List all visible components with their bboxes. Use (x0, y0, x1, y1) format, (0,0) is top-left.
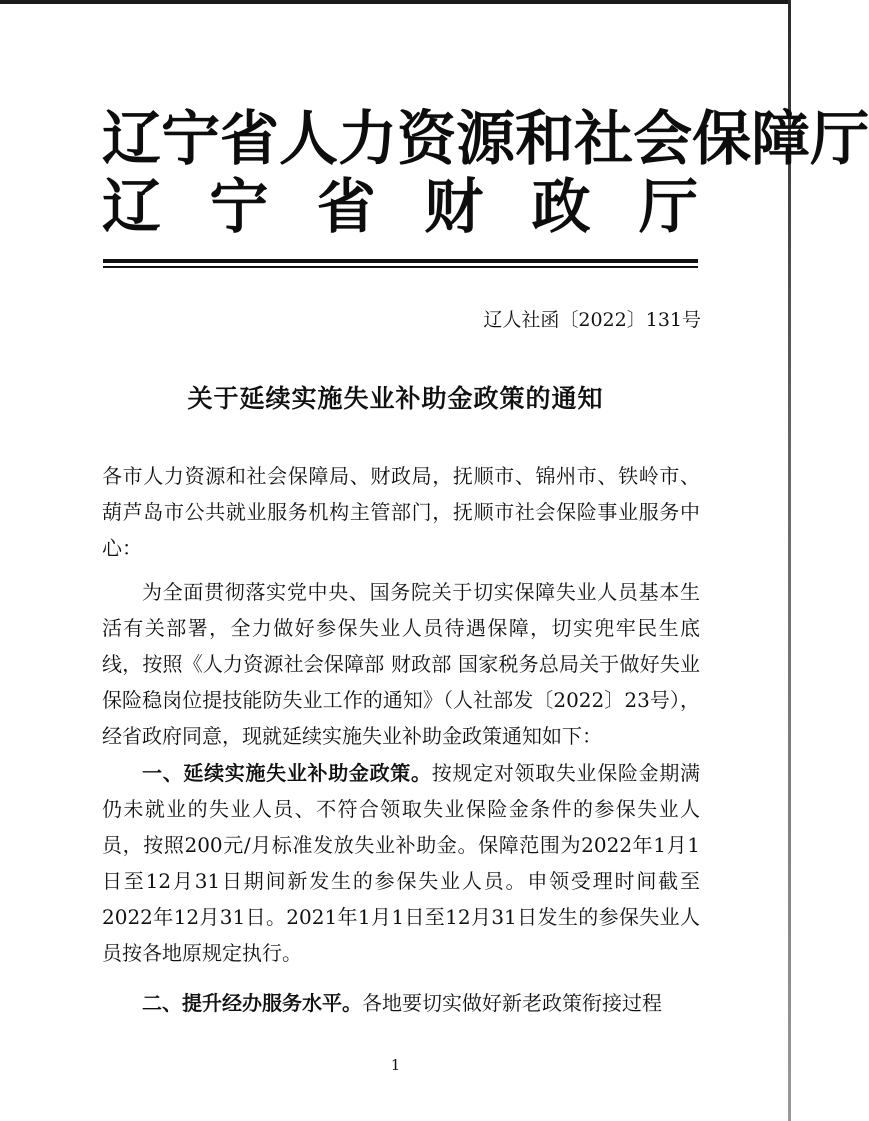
issuer-char: 资 (397, 104, 457, 173)
header-divider-thick (103, 259, 698, 263)
section-2-heading: 二、提升经办服务水平。 (142, 991, 362, 1015)
issuer-char: 宁 (209, 172, 269, 241)
issuer-char: 政 (531, 172, 591, 241)
issuer-char: 宁 (161, 104, 221, 173)
issuer-char: 源 (456, 104, 516, 173)
issuer-char: 社 (574, 104, 634, 173)
issuer-char: 厅 (638, 172, 698, 241)
issuer-char: 保 (692, 104, 752, 173)
issuer-char: 和 (515, 104, 575, 173)
issuer-char: 辽 (102, 104, 162, 173)
issuer-char: 省 (220, 104, 280, 173)
issuer-char: 省 (316, 172, 376, 241)
section-1-heading: 一、延续实施失业补助金政策。 (142, 761, 432, 785)
issuer-char: 力 (338, 104, 398, 173)
intro-paragraph: 为全面贯彻落实党中央、国务院关于切实保障失业人员基本生活有关部署，全力做好参保失业人员待遇保障，切实兜牢民生底线，按照《人力资源社会保障部 财政部 国家税务总局关于做好失业保险稳岗位提技能防失业工作的通知》（人社部发〔2022〕23号），经省政府同意，现就延续实施失业补助金政策通知如下： (102, 580, 700, 749)
issuer-header-line-1 (102, 104, 869, 174)
issuer-char: 人 (279, 104, 339, 173)
issuer-char: 障 (751, 104, 811, 173)
header-divider-thin (103, 266, 698, 268)
section-1-paragraph (102, 755, 700, 972)
document-number: 辽人社函〔2022〕131号 (483, 309, 701, 331)
issuer-char: 厅 (810, 104, 869, 173)
section-2-paragraph (102, 985, 700, 1021)
page-number: 1 (390, 1056, 401, 1074)
issuer-char: 财 (424, 172, 484, 241)
scan-edge-top (0, 0, 791, 4)
issuer-char: 会 (633, 104, 693, 173)
document-title: 关于延续实施失业补助金政策的通知 (187, 384, 604, 413)
section-1-text: 按规定对领取失业保险金期满仍未就业的失业人员、不符合领取失业保险金条件的参保失业人员，按照200元/月标准发放失业补助金。保障范围为2022年1月1日至12月31日期间新发生的参保失业人员。申领受理时间截至2022年12月31日。2021年1月1日至12月31日发生的参保失业人员按各地原规定执行。 (102, 761, 701, 966)
issuer-header-line-2 (102, 172, 698, 242)
issuer-char: 辽 (102, 172, 162, 241)
addressee: 各市人力资源和社会保障局、财政局，抚顺市、锦州市、铁岭市、葫芦岛市公共就业服务机构主管部门，抚顺市社会保险事业服务中心： (102, 464, 700, 561)
section-2-text: 各地要切实做好新老政策衔接过程 (362, 991, 662, 1015)
